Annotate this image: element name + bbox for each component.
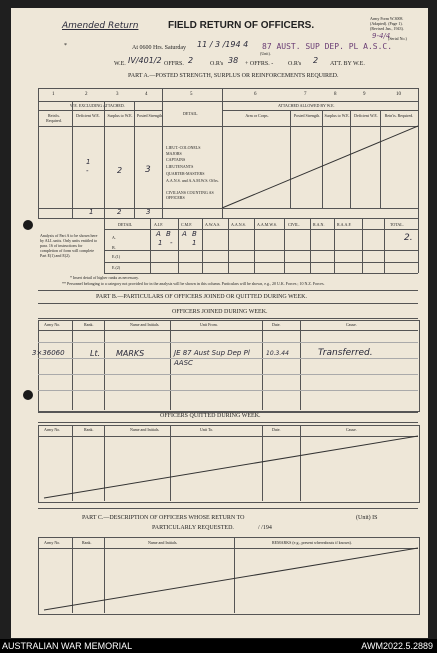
grid-hand-5: 1 — [158, 239, 163, 247]
rule — [310, 218, 311, 273]
quitted-column-header: Army No. — [44, 427, 61, 432]
col4-entry: 3 — [145, 165, 151, 175]
serial-value: 9-4/4 — [372, 32, 391, 40]
row-label-e2: E.(2) — [112, 265, 121, 270]
rank-label: CAPTAINS — [166, 157, 186, 162]
punch-hole-top — [23, 220, 33, 230]
grid-hand-6: - — [170, 239, 173, 247]
table-row-rule — [38, 390, 418, 391]
rank-label: A.A.N.S. and A.A.M.W.S. Offrs. — [166, 178, 219, 183]
rule — [384, 218, 385, 273]
rule — [254, 218, 255, 273]
serial-label: (Serial No.) — [388, 36, 407, 41]
part-c-column-header: Name and Initials. — [148, 540, 178, 545]
part-c-column-header: REMARKS (e.g., present whereabouts if known). — [272, 540, 352, 545]
rule — [104, 218, 105, 273]
return-date: 11 / 3 /194 4 — [197, 40, 249, 49]
rank-label: CIVILIANS COUNTING AS OFFICERS — [166, 190, 214, 200]
archive-footer — [0, 639, 437, 653]
part-c-line1: PART C.—DESCRIPTION OF OFFICERS WHOSE RETURN TO — [82, 515, 245, 521]
corps-column-header: R.A.A.F. — [337, 222, 352, 227]
column-number: 2 — [85, 92, 88, 97]
quitted-column-header: Unit To. — [200, 427, 214, 432]
attached-header: ATTACHED ALLOWED BY W.E. — [278, 103, 335, 108]
detail-label-2: DETAIL — [118, 222, 133, 227]
column-number: 10 — [396, 92, 401, 97]
table-row-rule — [38, 342, 418, 343]
rule — [38, 88, 39, 218]
form-ref: Army Form W.3008. — [370, 16, 404, 21]
plus-ors-label: O.R's — [288, 61, 302, 67]
we-label: W.E. — [114, 61, 126, 67]
offrs-label: OFFRS. — [164, 61, 184, 67]
handwritten-title: Amended Return — [62, 21, 139, 31]
joined-column-header: Unit From. — [200, 322, 218, 327]
rule — [228, 218, 229, 273]
part-a-top-rule — [38, 88, 418, 89]
column-number: 3 — [116, 92, 119, 97]
row-label-e1: E.(1) — [112, 254, 121, 259]
rule — [170, 320, 171, 410]
we-value: IV/401/2 — [128, 56, 162, 65]
part-b-title: PART B.—PARTICULARS OF OFFICERS JOINED OR QUITTED DURING WEEK. — [96, 294, 307, 300]
rule — [418, 218, 419, 273]
rule — [104, 320, 105, 410]
table-row-rule — [38, 374, 418, 375]
column-number: 1 — [52, 92, 55, 97]
group-header-rule — [38, 110, 162, 111]
rank-label: LIEUTENANTS — [166, 164, 194, 169]
right-column-header: Surplus to W.E. — [324, 113, 350, 118]
rule — [150, 218, 151, 273]
column-number: 4 — [145, 92, 148, 97]
rule — [38, 508, 418, 509]
rule — [178, 218, 179, 273]
rule — [162, 88, 163, 218]
rule — [104, 250, 418, 251]
rule — [38, 303, 418, 304]
rank-label: QUARTER-MASTERS — [166, 171, 205, 176]
table-row-rule — [38, 358, 418, 359]
col2-entry-2: - — [86, 167, 89, 175]
rank-label: MAJORS — [166, 151, 182, 156]
right-column-header: Deficient W.E. — [354, 113, 378, 118]
quitted-cancel-line — [44, 436, 418, 498]
rank-label: LIEUT.-COLONELS — [166, 145, 201, 150]
quitted-column-header: Rank. — [84, 427, 94, 432]
joined-title: OFFICERS JOINED DURING WEEK. — [172, 309, 268, 315]
entry-rank: Lt. — [90, 349, 101, 358]
col-number-rule — [38, 101, 418, 102]
entry-name: MARKS — [116, 349, 145, 358]
rule — [202, 218, 203, 273]
left-column-header: Surplus to W.E. — [107, 113, 133, 118]
attached-cancel-line — [222, 126, 418, 208]
rule — [38, 422, 418, 423]
left-column-header: Rein'ts. Required. — [46, 113, 62, 123]
rule — [300, 320, 301, 410]
entry-army-no: 3×36060 — [32, 349, 65, 357]
grid-hand-1: A — [156, 230, 161, 238]
entry-cause: Transferred. — [318, 348, 373, 358]
footer-accession: AWM2022.5.2889 — [361, 641, 433, 651]
corps-column-header: CIVIL. — [288, 222, 300, 227]
joined-column-header: Date. — [272, 322, 281, 327]
column-number: 5 — [190, 92, 193, 97]
rule — [38, 290, 418, 291]
punch-hole-bottom — [23, 390, 33, 400]
rule — [72, 320, 73, 410]
at-hours-label: At 0600 Hrs. Saturday — [132, 45, 186, 51]
asterisk-mark: * — [64, 43, 67, 49]
we-excl-header: W.E. EXCLUDING ATTACHED. — [70, 103, 125, 108]
part-c-column-header: Army No. — [44, 540, 61, 545]
column-number: 9 — [363, 92, 366, 97]
part-a-title: PART A.—POSTED STRENGTH, SURPLUS OR REINFORCEMENTS REQUIRED. — [128, 73, 339, 79]
quitted-title: OFFICERS QUITTED DURING WEEK. — [160, 413, 261, 419]
unit-label: (Unit). — [260, 51, 271, 56]
rule — [38, 318, 418, 319]
total-value: 2. — [404, 233, 413, 243]
total-label: TOTAL. — [390, 222, 404, 227]
total-col2: 1 — [89, 208, 94, 216]
column-number: 6 — [254, 92, 257, 97]
rule — [362, 218, 363, 273]
row-label-a: A. — [112, 235, 116, 240]
grid-hand-4: B — [192, 230, 197, 238]
left-column-header: Posted Strength. — [136, 113, 164, 118]
entry-unit-from: JE 87 Aust Sup Dep Pl AASC — [174, 349, 250, 367]
grid-hand-2: B — [166, 230, 171, 238]
form-title: FIELD RETURN OF OFFICERS. — [168, 20, 315, 31]
corps-column-header: R.A.N. — [313, 222, 325, 227]
corps-column-header: A.W.A.S. — [205, 222, 221, 227]
rule — [38, 330, 418, 331]
grid-hand-3: A — [182, 230, 187, 238]
plus-ors-value: 2 — [313, 56, 319, 65]
part-c-unit-is: (Unit) IS — [356, 515, 378, 521]
rule — [134, 101, 135, 218]
ors-label: O.R's — [210, 61, 224, 67]
corps-column-header: A.A.M.W.S. — [257, 222, 277, 227]
totals-rule-top — [38, 208, 418, 209]
rule — [284, 218, 285, 273]
rule — [334, 218, 335, 273]
right-column-header: Arm or Corps. — [245, 113, 269, 118]
quitted-column-header: Name and Initials. — [130, 427, 160, 432]
part-c-line2: PARTICULARLY REQUESTED. — [152, 525, 234, 531]
col3-entry: 2 — [117, 166, 123, 175]
rule — [262, 320, 263, 410]
note-personnel: ** Personnel belonging to a category not provided for in the analysis will be shown in this column. Particulars will be shown, e.g., 20 U.K. Forces ; 10 N.Z. Forces. — [62, 281, 325, 286]
col2-entry-1: 1 — [86, 158, 91, 166]
corps-column-header: A.I.F. — [154, 222, 164, 227]
rule — [104, 262, 418, 263]
form-ref-2: (Adapted). (Page 1). — [370, 21, 403, 26]
rule — [418, 88, 419, 218]
detail-header: DETAIL. — [183, 111, 199, 116]
corps-column-header: C.M.F. — [181, 222, 193, 227]
footer-institution: AUSTRALIAN WAR MEMORIAL — [2, 641, 133, 651]
part-c-cancel-line — [44, 548, 418, 610]
part-c-date: / /194 — [258, 525, 272, 531]
joined-column-header: Rank. — [84, 322, 94, 327]
plus-offrs-label: + OFFRS. - — [245, 61, 274, 67]
joined-column-header: Cause. — [346, 322, 357, 327]
right-column-header: Rein'ts. Required. — [384, 113, 414, 118]
rule — [72, 101, 73, 218]
form-ref-3: (Revised Jan., 1943). — [370, 26, 404, 31]
column-number: 7 — [304, 92, 307, 97]
quitted-column-header: Cause. — [346, 427, 357, 432]
rule — [104, 273, 418, 274]
left-column-header: Deficient W.E. — [76, 113, 100, 118]
rule — [104, 229, 418, 230]
total-col3: 2 — [117, 208, 122, 216]
right-column-header: Posted Strength. — [293, 113, 321, 118]
att-by-we-label: ATT. BY W.E. — [330, 61, 365, 67]
note-higher-ranks: * Insert detail of higher ranks as necessary. — [70, 275, 139, 280]
total-col4: 3 — [146, 208, 151, 216]
joined-column-header: Army No. — [44, 322, 61, 327]
offrs-value: 2 — [188, 56, 194, 65]
rule — [104, 101, 105, 218]
corps-column-header: A.A.N.S. — [231, 222, 246, 227]
joined-column-header: Name and Initials. — [130, 322, 160, 327]
entry-date: 10.3.44 — [266, 350, 289, 357]
ors-value: 38 — [228, 56, 239, 65]
group-header-rule-right — [222, 110, 418, 111]
grid-hand-7: 1 — [192, 239, 197, 247]
quitted-column-header: Date. — [272, 427, 281, 432]
unit-stamp: 87 AUST. SUP DEP. PL A.S.C. — [262, 42, 393, 51]
column-number: 8 — [334, 92, 337, 97]
analysis-note: Analysis of Part A to be shown here by ALL units. Only units entitled to para. 16 of instructions for completion of form will complete Part E(1) and E(2). — [40, 233, 98, 258]
row-label-b: B. — [112, 245, 116, 250]
part-c-column-header: Rank. — [82, 540, 92, 545]
